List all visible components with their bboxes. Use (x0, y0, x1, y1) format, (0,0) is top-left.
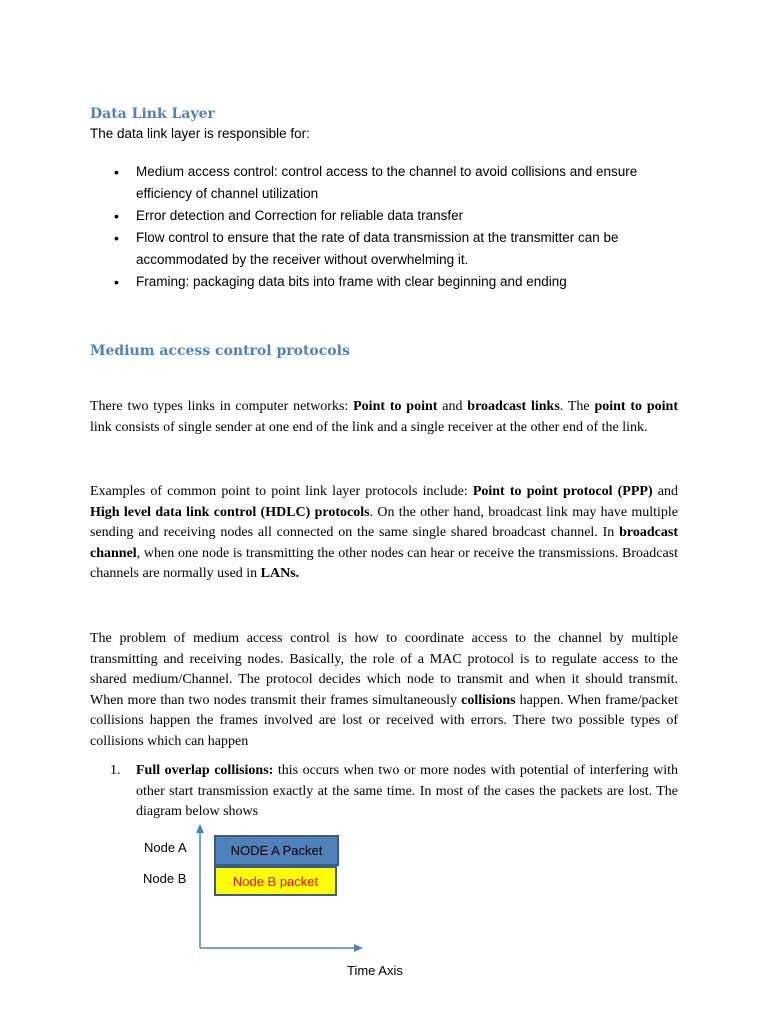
text-run: There two types links in computer networks: (90, 399, 354, 414)
node-b-packet: Node B packet (214, 866, 337, 896)
bold-run: point to point (594, 399, 678, 414)
bold-run: LANs. (260, 566, 300, 581)
intro-text: The data link layer is responsible for: (90, 126, 310, 141)
node-a-label: Node A (144, 840, 187, 855)
text-run: . The (559, 399, 595, 414)
list-item: • Framing: packaging data bits into frame with clear beginning and ending (110, 271, 670, 293)
y-axis-arrow-icon (196, 824, 204, 833)
section-heading-data-link-layer: Data Link Layer (90, 106, 215, 122)
text-run: , when one node is transmitting the other nodes can hear or receive the transmissions. Broadcast channels are normally used in (90, 545, 678, 581)
section-heading-mac-protocols: Medium access control protocols (90, 343, 350, 359)
bold-run: broadcast channel (90, 525, 678, 561)
text-run: this occurs when two or more nodes with potential of interfering with other start transmission exactly at the same time. In most of the cases the packets are lost. The diagram below shows (136, 763, 678, 819)
text-run: and (437, 399, 468, 414)
bold-run: Full overlap collisions: (136, 763, 274, 778)
text-run: and (652, 484, 678, 499)
list-item: • Flow control to ensure that the rate of data transmission at the transmitter can be accommodated by the receiver without overwhelming it. (110, 227, 670, 271)
list-marker: 1. (110, 763, 121, 778)
node-a-packet: NODE A Packet (214, 835, 339, 866)
bold-run: Point to point (353, 399, 438, 414)
node-b-label: Node B (143, 871, 187, 886)
bold-run: collisions (461, 692, 516, 708)
text-run: happen. When frame/packet collisions happen the frames involved are lost or received with errors. There two possible types of collisions which can happen (90, 692, 678, 749)
x-axis-arrow-icon (354, 944, 363, 952)
list-item: • Medium access control: control access to the channel to avoid collisions and ensure efficiency of channel utilization (110, 161, 670, 205)
time-axis-label: Time Axis (347, 963, 403, 978)
bold-run: High level data link control (HDLC) protocols (90, 504, 370, 520)
text-run: The problem of medium access control is how to coordinate access to the channel by multiple transmitting and receiving nodes. Basically, the role of a MAC protocol is to regulate access to the shared medium/Channel. The protocol decides which node to transmit and when it should transmit. When more than two nodes transmit their frames simultaneously (90, 631, 678, 708)
bold-run: Point to point protocol (PPP) (472, 484, 653, 499)
text-run: Examples of common point to point link layer protocols include: (90, 484, 473, 499)
text-run: . On the other hand, broadcast link may have multiple sending and receiving nodes all connected on the same single shared broadcast channel. In (90, 504, 678, 540)
bold-run: broadcast links (467, 399, 560, 414)
list-item: • Error detection and Correction for reliable data transfer (110, 205, 670, 227)
text-run: link consists of single sender at one end of the link and a single receiver at the other end of the link. (90, 419, 648, 435)
